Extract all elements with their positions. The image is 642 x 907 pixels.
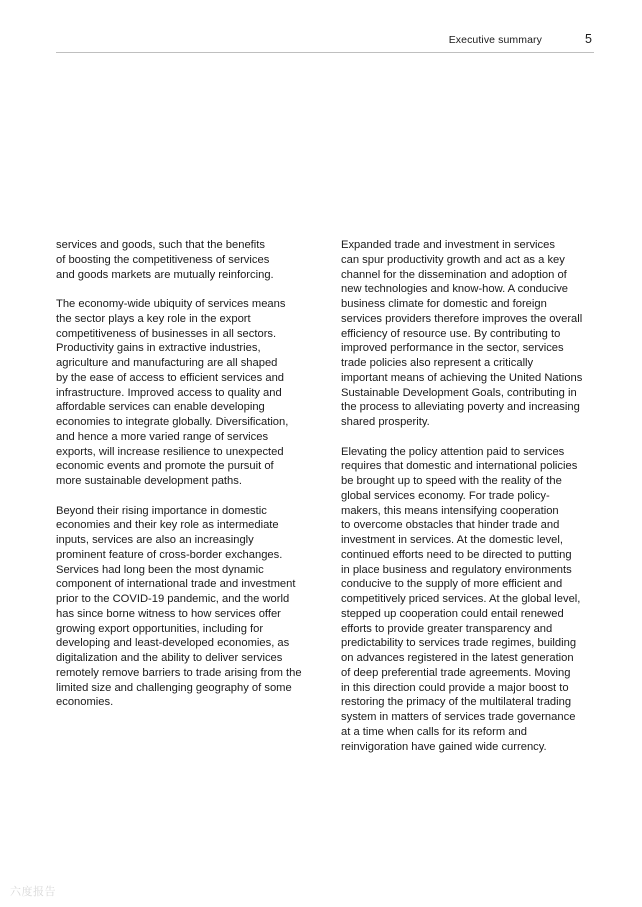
text-line: limited size and challenging geography of some [56,681,292,694]
text-line: global services economy. For trade policy- [341,489,550,502]
text-line: has since borne witness to how services offer [56,607,281,620]
text-line: digitalization and the ability to deliver services [56,652,283,664]
text-line: be brought up to speed with the reality of the [341,475,562,487]
left-text-column [56,238,318,725]
text-line: new technologies and know-how. A conducive [341,283,569,296]
paragraph [56,504,318,711]
text-line: makers, this means intensifying cooperation [341,504,559,517]
text-line: efforts to provide greater transparency and [341,622,553,635]
paragraph [56,238,318,282]
text-line: growing export opportunities, including for [56,622,264,635]
text-line: can spur productivity growth and act as a key [341,253,565,266]
text-line: predictability to services trade regimes, building [341,637,577,650]
text-line: restoring the primacy of the multilateral trading [341,696,572,709]
text-line: in place business and regulatory environments [341,563,572,576]
text-line: at a time when calls for its reform and [341,725,527,738]
text-line: trade policies also represent a critically [341,357,534,369]
text-line: of deep preferential trade agreements. Moving [341,666,571,679]
section-title: Executive summary [448,34,542,46]
text-line: investment in services. At the domestic level, [341,534,563,546]
text-line: prior to the COVID-19 pandemic, and the world [56,593,290,605]
text-line: and goods markets are mutually reinforcing. [56,268,274,281]
text-line: on advances registered in the latest generation [341,652,574,664]
text-line: inputs, services are also an increasingly [56,534,254,546]
text-line: stepped up cooperation could entail renewed [341,607,564,620]
text-line: remotely remove barriers to trade arising from the [56,666,302,679]
text-line: important means of achieving the United Nations [341,371,583,384]
text-line: economies and their key role as intermediate [56,519,279,532]
text-line: Services had long been the most dynamic [56,563,264,576]
text-line: business climate for domestic and foreign [341,298,547,310]
text-line: services providers therefore improves the overall [341,312,583,325]
text-line: continued efforts need to be directed to putting [341,548,572,561]
text-line: the sector plays a key role in the export [56,312,251,325]
page-header [56,30,594,53]
text-line: Sustainable Development Goals, contributing in [341,386,577,399]
watermark: 六度报告 [10,886,56,898]
text-line: component of international trade and investment [56,578,296,591]
page-number: 5 [585,32,592,46]
paragraph [341,445,603,755]
text-line: in this direction could provide a major boost to [341,681,569,694]
text-line: competitively priced services. At the global level, [341,593,581,605]
text-line: affordable services can enable developing [56,401,265,414]
text-line: and hence a more varied range of services [56,430,269,443]
text-line: economies. [56,696,114,709]
text-line: prominent feature of cross-border exchanges. [56,548,283,561]
text-line: improved performance in the sector, services [341,342,564,355]
text-line: agriculture and manufacturing are all shaped [56,357,278,369]
text-line: economies to integrate globally. Diversification, [56,416,289,428]
text-line: exports, will increase resilience to unexpected [56,445,284,458]
text-line: services and goods, such that the benefits [56,239,265,251]
text-line: economic events and promote the pursuit of [56,460,274,473]
text-line: competitiveness of businesses in all sectors. [56,327,277,340]
text-line: more sustainable development paths. [56,475,242,487]
text-line: Expanded trade and investment in services [341,239,555,251]
text-line: reinvigoration have gained wide currency. [341,740,547,753]
text-line: requires that domestic and international policies [341,460,578,473]
text-line: Elevating the policy attention paid to services [341,445,565,458]
text-line: efficiency of resource use. By contributing to [341,327,561,340]
text-line: channel for the dissemination and adoption of [341,268,567,281]
text-line: to overcome obstacles that hinder trade and [341,519,560,532]
text-line: shared prosperity. [341,416,430,428]
paragraph [341,238,603,430]
text-line: infrastructure. Improved access to quality and [56,386,282,399]
text-line: developing and least-developed economies, as [56,637,290,650]
text-line: of boosting the competitiveness of services [56,253,270,266]
text-line: Beyond their rising importance in domestic [56,504,267,517]
paragraph [56,297,318,489]
text-line: by the ease of access to efficient services and [56,371,285,384]
text-line: conducive to the supply of more efficient and [341,578,563,591]
right-text-column [341,238,603,769]
text-line: The economy-wide ubiquity of services means [56,298,286,310]
text-line: Productivity gains in extractive industries, [56,342,261,355]
text-line: system in matters of services trade governance [341,711,576,723]
text-line: the process to alleviating poverty and increasing [341,401,580,414]
